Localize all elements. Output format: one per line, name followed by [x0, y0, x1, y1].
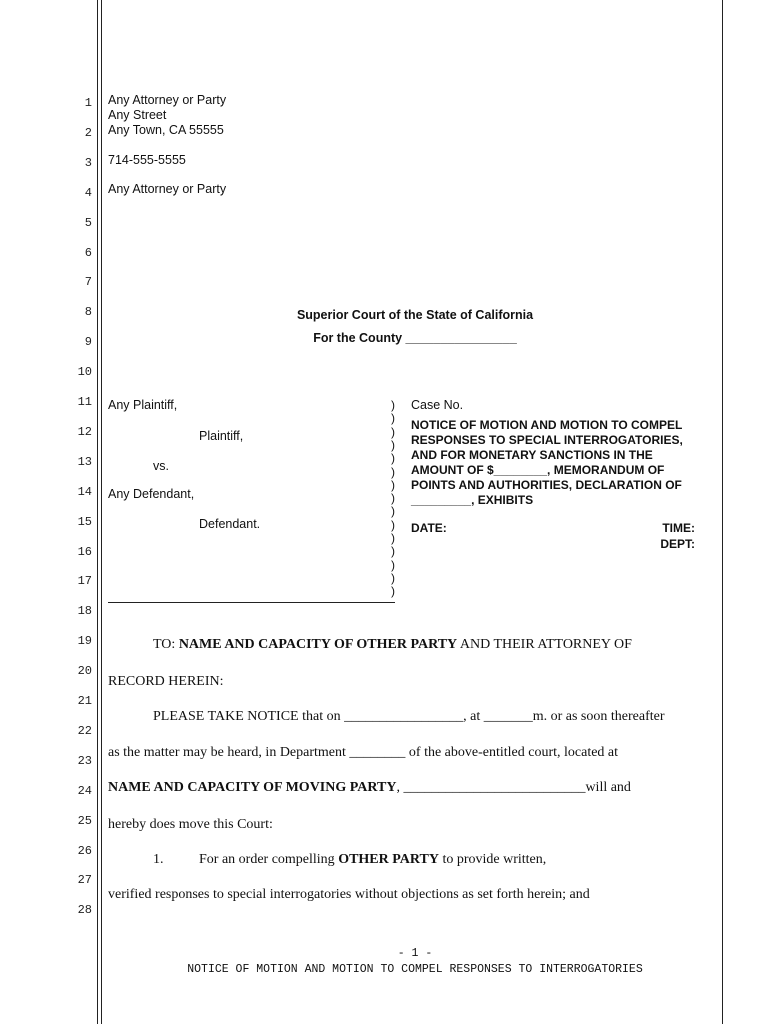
caption-paren: )	[391, 504, 395, 519]
line-number: 27	[77, 873, 92, 888]
line-number: 11	[77, 395, 92, 409]
item-number: 1.	[153, 852, 164, 867]
caption-paren: )	[391, 570, 395, 585]
defendant-name: Any Defendant,	[108, 487, 195, 501]
line-number: 7	[84, 275, 92, 290]
line-number: 28	[77, 903, 92, 918]
line-number: 15	[77, 514, 92, 529]
other-party-placeholder: NAME AND CAPACITY OF OTHER PARTY	[178, 637, 458, 652]
caption-paren: )	[391, 491, 395, 506]
line-number: 1	[84, 96, 92, 110]
case-number-label: Case No.	[411, 398, 464, 412]
caption-paren: )	[391, 544, 395, 559]
court-name: Superior Court of the State of California	[296, 308, 534, 322]
motion-title-line: AMOUNT OF $________, MEMORANDUM OF	[411, 463, 665, 477]
line-number: 24	[77, 783, 92, 798]
line-number: 26	[77, 843, 92, 858]
page-number: - 1 -	[397, 947, 433, 960]
line-number: 4	[84, 185, 92, 200]
caption-paren: )	[391, 451, 395, 466]
caption-paren: )	[391, 557, 395, 572]
attorney-street: Any Street	[108, 108, 167, 122]
caption-paren: )	[391, 398, 395, 412]
motion-title-line: _________, EXHIBITS	[411, 493, 534, 507]
attorney-name: Any Attorney or Party	[108, 93, 227, 107]
verified-responses-line: verified responses to special interrogatories without objections as set forth herein; and	[108, 887, 590, 902]
caption-paren: )	[391, 517, 395, 532]
caption-paren: )	[391, 464, 395, 479]
court-county: For the County ________________	[313, 331, 517, 345]
line-number: 25	[77, 813, 92, 828]
caption-paren: )	[391, 411, 395, 426]
hereby-line: hereby does move this Court:	[108, 817, 273, 832]
line-number: 8	[84, 305, 92, 320]
line-number: 9	[84, 335, 92, 350]
left-margin-rule-inner	[101, 0, 102, 1024]
hearing-time-label: TIME:	[662, 521, 695, 535]
item-prefix: For an order compelling	[199, 852, 339, 867]
plaintiff-label: Plaintiff,	[199, 429, 244, 443]
moving-party-placeholder: NAME AND CAPACITY OF MOVING PARTY	[108, 780, 397, 795]
attorney-city: Any Town, CA 55555	[108, 123, 224, 137]
line-number: 19	[77, 634, 92, 649]
line-number: 13	[77, 454, 92, 469]
line-number: 14	[77, 484, 92, 499]
caption-paren: )	[391, 584, 395, 599]
hearing-dept-label: DEPT:	[660, 537, 695, 551]
defendant-label: Defendant.	[199, 517, 261, 531]
line-number: 18	[77, 604, 92, 619]
line-number: 23	[77, 753, 92, 768]
caption-paren: )	[391, 437, 395, 452]
line-number: 3	[84, 155, 92, 170]
caption-paren: )	[391, 424, 395, 439]
line-number: 22	[77, 723, 92, 738]
attorney-phone: 714-555-5555	[108, 153, 186, 167]
versus-label: vs.	[153, 459, 169, 473]
motion-title	[411, 418, 683, 508]
notice-to-line	[153, 637, 632, 653]
line-number: 21	[77, 694, 92, 708]
line-number: 6	[84, 245, 92, 260]
line-number: 5	[84, 215, 92, 230]
line-number: 10	[77, 365, 92, 380]
left-margin-rule-outer	[97, 0, 98, 1024]
caption-bottom-rule	[108, 602, 395, 603]
motion-title-line: RESPONSES TO SPECIAL INTERROGATORIES,	[411, 433, 683, 447]
department-line: as the matter may be heard, in Department ________ of the above-entitled court, located at	[108, 745, 619, 760]
motion-title-line: AND FOR MONETARY SANCTIONS IN THE	[411, 448, 653, 462]
hearing-date-label: DATE:	[411, 521, 447, 535]
moving-party-line	[108, 780, 631, 796]
please-take-notice-line: PLEASE TAKE NOTICE that on _________________, at _______m. or as soon thereafter	[153, 709, 665, 724]
motion-title-line: NOTICE OF MOTION AND MOTION TO COMPEL	[411, 418, 683, 432]
moving-party-suffix: , __________________________will and	[396, 780, 631, 795]
item-suffix: to provide written,	[438, 852, 547, 867]
line-number: 16	[77, 544, 92, 559]
right-margin-rule	[722, 0, 723, 1024]
motion-title-line: POINTS AND AUTHORITIES, DECLARATION OF	[411, 478, 682, 492]
line-number: 12	[77, 424, 92, 439]
to-suffix: AND THEIR ATTORNEY OF	[457, 637, 632, 652]
plaintiff-name: Any Plaintiff,	[108, 398, 178, 412]
caption-paren: )	[391, 531, 395, 545]
footer-title: NOTICE OF MOTION AND MOTION TO COMPEL RESPONSES TO INTERROGATORIES	[187, 963, 643, 976]
line-number: 17	[77, 574, 92, 589]
attorney-for: Any Attorney or Party	[108, 182, 227, 196]
to-prefix: TO:	[153, 637, 179, 652]
record-herein-line: RECORD HEREIN:	[108, 674, 224, 689]
line-number: 2	[84, 125, 92, 140]
item-one-line	[199, 852, 546, 868]
other-party-name: OTHER PARTY	[338, 852, 439, 867]
caption-paren: )	[391, 477, 395, 492]
line-number: 20	[77, 664, 92, 679]
